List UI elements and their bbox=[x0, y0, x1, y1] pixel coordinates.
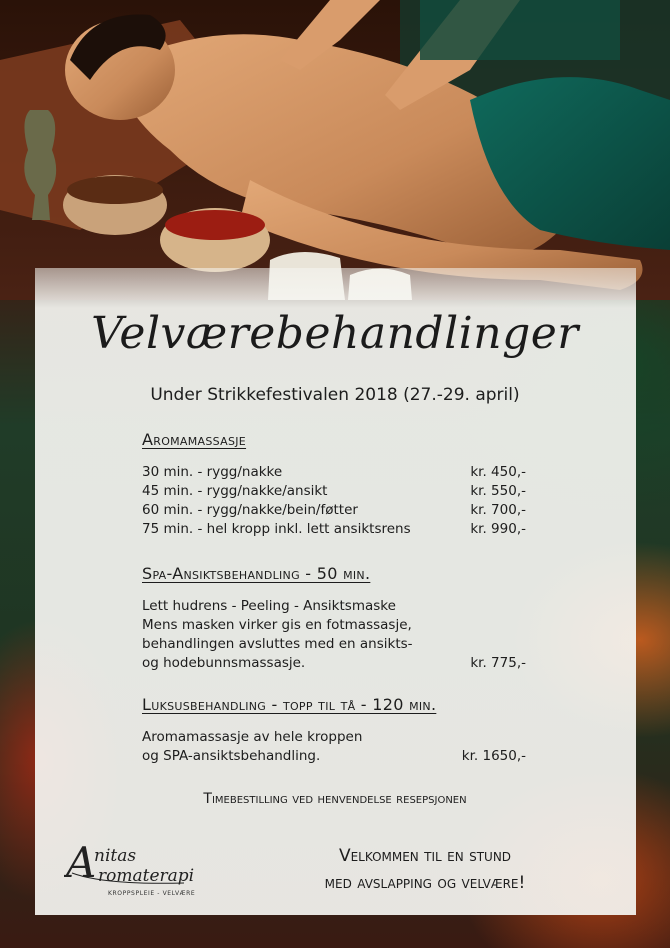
welcome-line-1: Velkommen til en stund bbox=[338, 846, 512, 866]
price-line bbox=[142, 464, 526, 483]
page-title: Velværebehandlinger bbox=[91, 308, 579, 359]
booking-note: Timebestilling ved henvendelse resepsjonen bbox=[203, 791, 467, 807]
section-heading-aromamassasje: Aromamassasje bbox=[142, 430, 247, 449]
welcome-line-2: med avslapping og velvære! bbox=[324, 873, 526, 893]
svg-text:KROPPSPLEIE - VELVÆRE: KROPPSPLEIE - VELVÆRE bbox=[108, 890, 196, 897]
svg-text:nitas: nitas bbox=[94, 846, 137, 866]
description-line bbox=[142, 598, 526, 617]
treatment-price: kr. 700,- bbox=[470, 502, 526, 518]
price-line bbox=[142, 521, 526, 540]
treatment-price: kr. 550,- bbox=[470, 483, 526, 499]
treatment-text: og hodebunnsmassasje. bbox=[142, 655, 306, 671]
treatment-price: kr. 990,- bbox=[470, 521, 526, 537]
treatment-text: 60 min. - rygg/nakke/bein/føtter bbox=[142, 502, 358, 518]
treatment-price: kr. 1650,- bbox=[461, 748, 526, 764]
treatment-text: Aromamassasje av hele kroppen bbox=[142, 729, 363, 745]
treatment-price: kr. 450,- bbox=[470, 464, 526, 480]
section-heading-spa: Spa-Ansiktsbehandling - 50 min. bbox=[142, 564, 371, 583]
anitas-aromaterapi-logo bbox=[64, 833, 224, 901]
treatment-text: og SPA-ansiktsbehandling. bbox=[142, 748, 321, 764]
price-line bbox=[142, 655, 526, 674]
description-line bbox=[142, 617, 526, 636]
price-line bbox=[142, 483, 526, 502]
section-heading-luksus: Luksusbehandling - topp til tå - 120 min. bbox=[142, 695, 437, 714]
treatment-text: 75 min. - hel kropp inkl. lett ansiktsrens bbox=[142, 521, 411, 537]
description-line bbox=[142, 729, 526, 748]
price-line bbox=[142, 748, 526, 767]
svg-text:romaterapi: romaterapi bbox=[98, 866, 195, 886]
treatment-text: 30 min. - rygg/nakke bbox=[142, 464, 283, 480]
treatment-text: behandlingen avsluttes med en ansikts- bbox=[142, 636, 413, 652]
menu-panel bbox=[35, 268, 636, 915]
description-line bbox=[142, 636, 526, 655]
treatment-text: 45 min. - rygg/nakke/ansikt bbox=[142, 483, 328, 499]
treatment-text: Lett hudrens - Peeling - Ansiktsmaske bbox=[142, 598, 396, 614]
page-subtitle: Under Strikkefestivalen 2018 (27.-29. april) bbox=[150, 385, 520, 405]
treatment-price: kr. 775,- bbox=[470, 655, 526, 671]
treatment-text: Mens masken virker gis en fotmassasje, bbox=[142, 617, 412, 633]
svg-text:A: A bbox=[66, 838, 97, 887]
massage-photo bbox=[0, 0, 670, 300]
price-line bbox=[142, 502, 526, 521]
